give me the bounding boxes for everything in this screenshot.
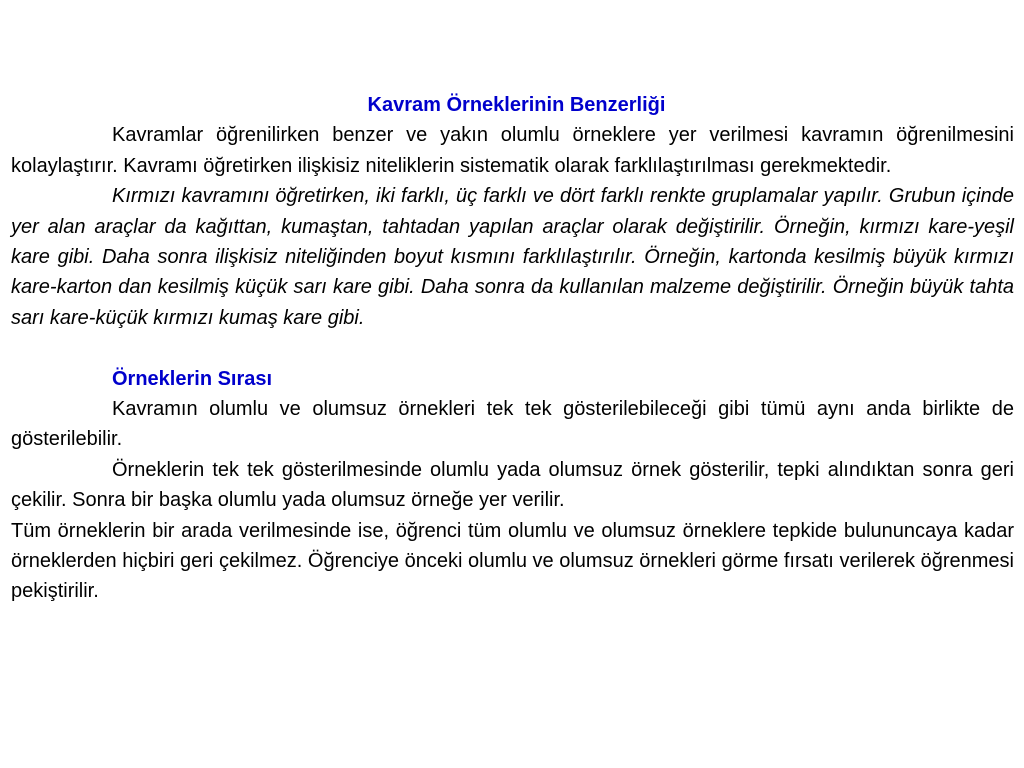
paragraph-all-together: Tüm örneklerin bir arada verilmesinde ise, öğrenci tüm olumlu ve olumsuz örneklere tepkide bulununcaya kadar örneklerden hiçbiri geri çekilmez. Öğrenciye önceki olumlu ve olumsuz örnekleri görme fırsatı verilerek öğrenmesi pekiştirilir.	[11, 519, 1014, 603]
paragraph-concept-learning: Kavramlar öğrenilirken benzer ve yakın olumlu örneklere yer verilmesi kavramın öğrenilmesini kolaylaştırır. Kavramı öğretirken ilişkisiz niteliklerin sistematik olarak farklılaştırılması gerekmektedir.	[11, 124, 1014, 177]
section-title-concept-similarity: Kavram Örneklerinin Benzerliği	[367, 94, 666, 116]
paragraph-red-example: Kırmızı kavramını öğretirken, iki farklı, üç farklı ve dört farklı renkte gruplamalar yapılır. Grubun içinde yer alan araçlar da kağıttan, kumaştan, tahtadan yapılan araçlar olarak değiştirilir. Örneğin, kırmızı kare-yeşil kare gibi. Daha sonra ilişkisiz niteliğinden boyut kısmını farklılaştırılır. Örneğin, kartonda kesilmiş büyük kırmızı kare-karton dan kesilmiş küçük sarı kare gibi. Daha sonra da kullanılan malzeme değiştirilir. Örneğin büyük tahta sarı kare-küçük kırmızı kumaş kare gibi.	[11, 185, 1014, 329]
section-spacer	[11, 333, 1014, 363]
section-title-example-order: Örneklerin Sırası	[112, 367, 273, 390]
paragraph-one-by-one: Örneklerin tek tek gösterilmesinde olumlu yada olumsuz örnek gösterilir, tepki alındıktan sonra geri çekilir. Sonra bir başka olumlu yada olumsuz örneğe yer verilir.	[11, 458, 1014, 512]
paragraph-examples-shown: Kavramın olumlu ve olumsuz örnekleri tek tek gösterilebileceği gibi tümü aynı anda birlikte de gösterilebilir.	[11, 398, 1014, 451]
